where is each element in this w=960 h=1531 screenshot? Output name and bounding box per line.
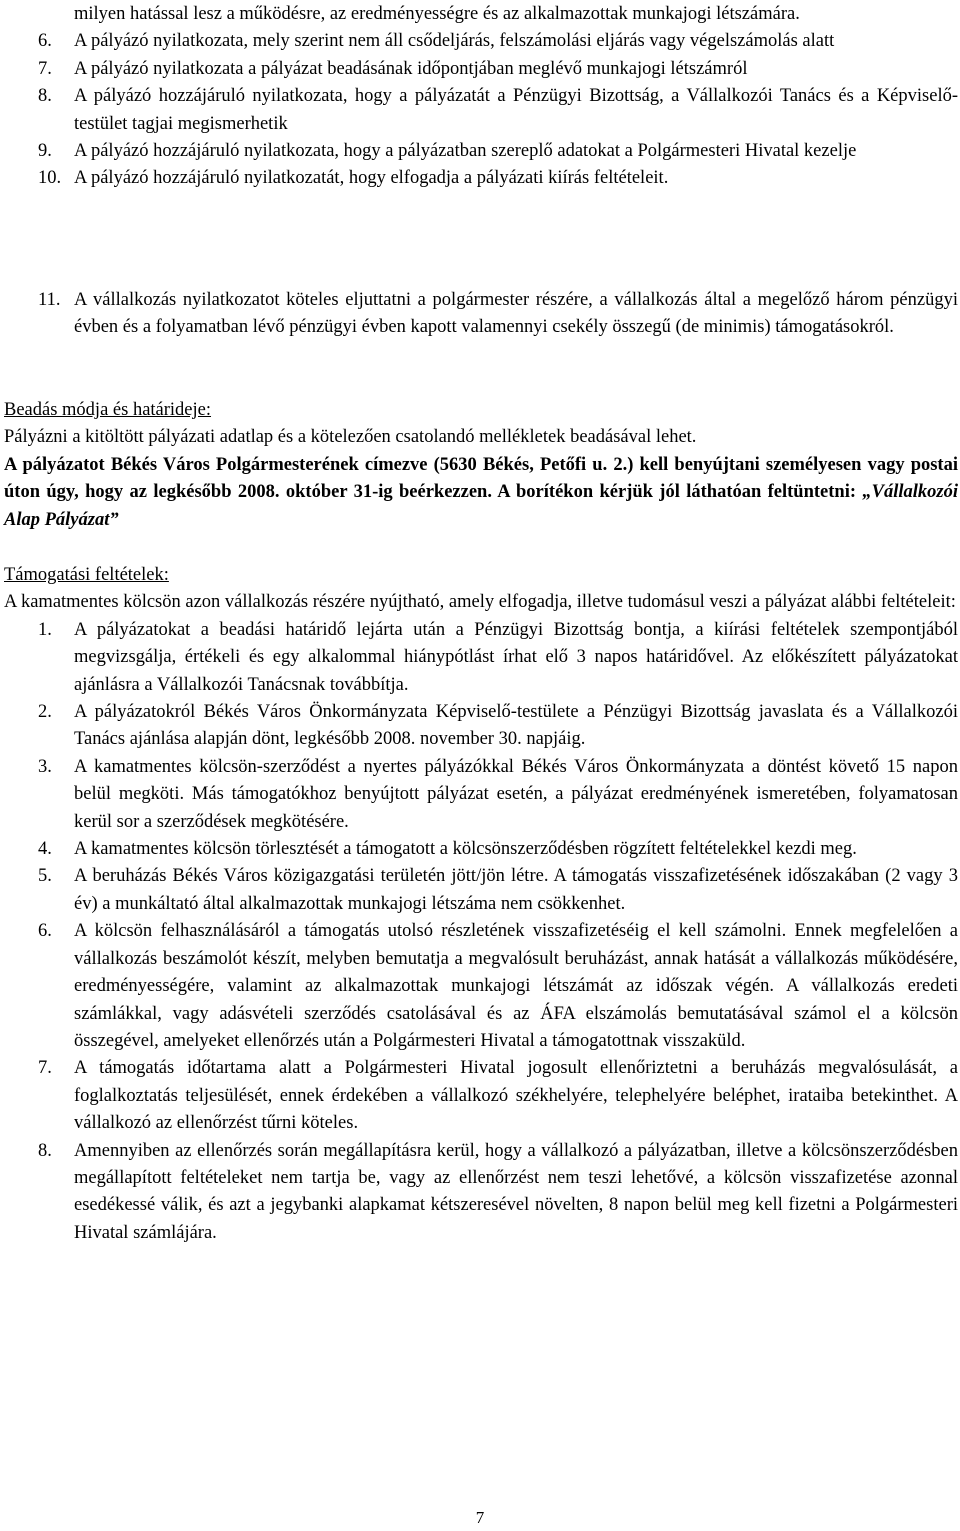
list-item-text: A pályázó hozzájáruló nyilatkozatát, hogy elfogadja a pályázati kiírás feltételeit.	[74, 168, 669, 189]
conditions-intro: A kamatmentes kölcsön azon vállalkozás részére nyújtható, amely elfogadja, illetve tudomásul veszi a pályázat alábbi feltételeit:	[4, 592, 956, 613]
list-item-number: 2.	[38, 702, 52, 723]
list-item-text: A pályázó hozzájáruló nyilatkozata, hogy a pályázatát a Pénzügyi Bizottság, a Vállalkozói Tanács és a Képviselő-testület tagjai megismerhetik	[74, 86, 958, 134]
list-item	[4, 83, 958, 138]
section-heading: Beadás módja és határideje:	[4, 400, 212, 420]
list-item-text: A kamatmentes kölcsön törlesztését a támogatott a kölcsönszerződésben rögzített feltételekkel kezdi meg.	[74, 839, 857, 860]
list-item	[4, 287, 958, 342]
list-item	[4, 918, 958, 1055]
list-item	[4, 1055, 958, 1137]
list-item-number: 4.	[38, 839, 52, 860]
list-item-number: 8.	[38, 1140, 52, 1161]
list-item-number: 9.	[38, 141, 52, 162]
conditions-section	[4, 562, 958, 1247]
list-item-number: 1.	[38, 619, 52, 640]
list-item-number: 5.	[38, 866, 52, 887]
list-item-number: 10.	[38, 168, 62, 189]
list-item-number: 7.	[38, 1058, 52, 1079]
list-item-text: A támogatás időtartama alatt a Polgármesteri Hivatal jogosult ellenőriztetni a beruházás megvalósulását, a foglalkoztatás teljesülését, ennek érdekében a vállalkozó székhelyére, telephelyére beléphet, irataiba betekinthet. A vállalkozó az ellenőrzést tűrni köteles.	[74, 1058, 958, 1134]
list-item	[4, 56, 958, 83]
list-item	[4, 1138, 958, 1248]
list-item-text: A vállalkozás nyilatkozatot köteles eljuttatni a polgármester részére, a vállalkozás által a megelőző három pénzügyi évben és a folyamatban lévő pénzügyi évben kapott valamennyi csekély összegű (de minimis) támogatásokról.	[74, 290, 958, 338]
submission-title: „Vállalkozói Alap Pályázat”	[4, 482, 958, 530]
list-item	[4, 836, 958, 863]
submission-bold-body: A pályázatot Békés Város Polgármesterének címezve (5630 Békés, Petőfi u. 2.) kell benyújtani személyesen vagy postai úton úgy, hogy az legkésőbb 2008. október 31-ig beérkezzen. A borítékon kérjük jól láthatóan feltüntetni:	[4, 454, 958, 503]
list-item-text: Amennyiben az ellenőrzés során megállapításra kerül, hogy a vállalkozó a pályázatban, illetve a kölcsönszerződésben megállapított feltételeket nem tartja be, vagy az ellenőrzést nem teszi lehetővé, a kölcsön visszafizetése azonnal esedékessé válik, és azt a jegybanki alapkamat kétszeresével növelten, 8 napon belül meg kell fizetni a Polgármesteri Hivatal számlájára.	[74, 1140, 958, 1243]
submission-section	[4, 397, 958, 534]
list-item-number: 8.	[38, 86, 52, 107]
list-item	[4, 699, 958, 754]
submission-bold-text	[4, 452, 958, 534]
section-heading: Támogatási feltételek:	[4, 565, 169, 585]
list-item-number: 3.	[38, 756, 52, 777]
list-item-number: 6.	[38, 921, 52, 942]
list-item	[4, 28, 958, 55]
list-item-number: 11.	[38, 290, 61, 310]
list-item-number: 6.	[38, 31, 52, 52]
list-item-text: A beruházás Békés Város közigazgatási területén jött/jön létre. A támogatás visszafizetésének időszakában (2 vagy 3 év) a munkáltató által alkalmazottak munkajogi létszáma nem csökkenhet.	[74, 866, 958, 914]
list-item	[4, 754, 958, 836]
list-item	[4, 138, 958, 165]
list-item-text: milyen hatással lesz a működésre, az eredményességre és az alkalmazottak munkajogi létszámára.	[74, 4, 800, 24]
list-item	[4, 165, 958, 192]
list-item-text: A pályázatokról Békés Város Önkormányzata Képviselő-testülete a Pénzügyi Bizottság javaslata és a Vállalkozói Tanács ajánlása alapján dönt, legkésőbb 2008. november 30. napjáig.	[74, 702, 958, 750]
list-item-number: 7.	[38, 58, 52, 79]
list-item-text: A pályázó hozzájáruló nyilatkozata, hogy a pályázatban szereplő adatokat a Polgármesteri Hivatal kezelje	[74, 141, 857, 162]
page-number: 7	[475, 1508, 485, 1527]
list-item-text: A kölcsön felhasználásáról a támogatás utolsó részletének visszafizetéséig el kell számolni. Ennek megfelelően a vállalkozás beszámolót készít, melyben bemutatja a megvalósult beruházást, annak hatását a vállalkozás működésére, eredményességére, valamint az alkalmazottak munkajogi létszámát az időszak végén. A vállalkozás eredeti számlákkal, vagy adásvételi szerződés csatolásával és az ÁFA elszámolás bemutatásával számol el a kölcsön összegével, amelyeket ellenőrzés után a Polgármesteri Hivatal a támogatottnak visszaküld.	[74, 921, 958, 1051]
list-item-text: A pályázó nyilatkozata a pályázat beadásának időpontjában meglévő munkajogi létszámról	[74, 58, 748, 79]
item-11	[4, 287, 958, 342]
list-item	[4, 863, 958, 918]
list-item-text: A pályázatokat a beadási határidő lejárta után a Pénzügyi Bizottság bontja, a kiírási feltételek szempontjából megvizsgálja, értékeli és egy alkalommal hiánypótlást írhat elő 3 napos határidővel. Az előkészített pályázatokat ajánlásra a Vállalkozói Tanácsnak továbbítja.	[74, 619, 958, 695]
top-list	[4, 1, 958, 193]
list-item-text: A pályázó nyilatkozata, mely szerint nem áll csődeljárás, felszámolási eljárás vagy végelszámolás alatt	[74, 31, 835, 52]
list-item	[4, 617, 958, 699]
submission-line: Pályázni a kitöltött pályázati adatlap és a kötelezően csatolandó mellékletek beadásával lehet.	[4, 427, 697, 448]
list-item	[4, 1, 958, 28]
list-item-text: A kamatmentes kölcsön-szerződést a nyertes pályázókkal Békés Város Önkormányzata a döntést követő 15 napon belül megköti. Más támogatókhoz benyújtott pályázat esetén, a pályázat eredményének ismeretében, folyamatosan kerül sor a szerződések megkötésére.	[74, 756, 958, 832]
